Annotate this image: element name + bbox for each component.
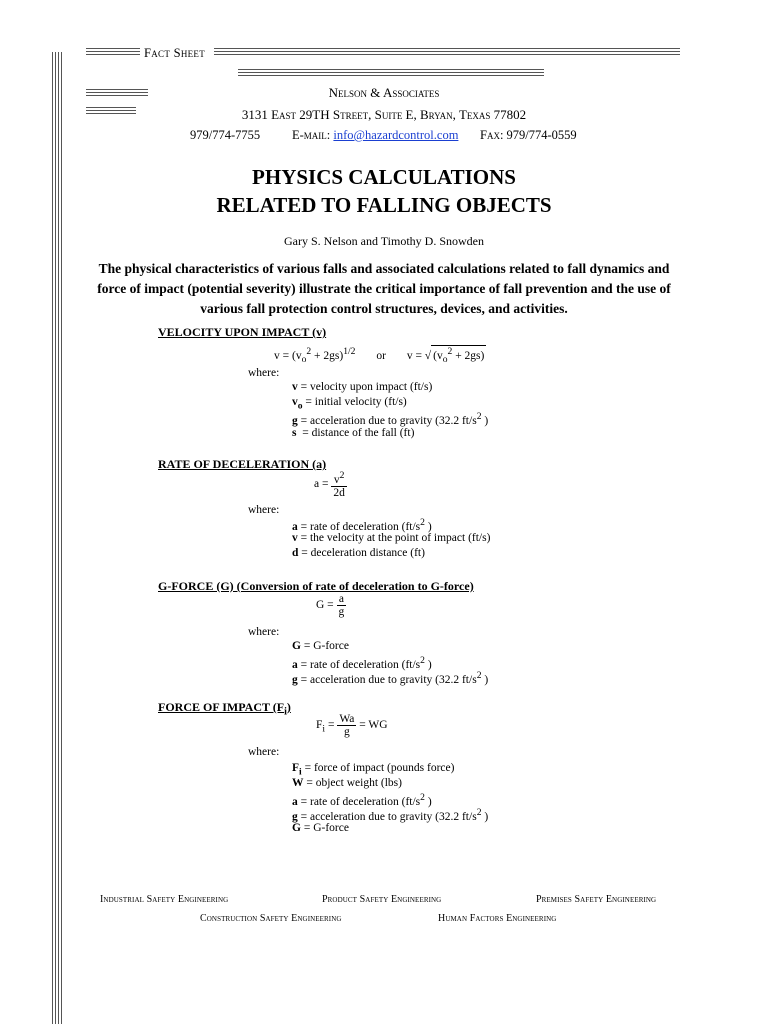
deceleration-equation: a = $\frac{v^2}{2d}$ bbox=[314, 470, 345, 499]
equation-or: or bbox=[376, 349, 386, 362]
deceleration-heading: RATE OF DECELERATION (a) bbox=[158, 457, 327, 471]
gforce-equation: G = $\frac{a}{g}$ bbox=[316, 593, 345, 618]
email-label: E-mail: bbox=[292, 128, 331, 142]
phone-number: 979/774-7755 bbox=[190, 128, 261, 142]
def-text: = distance of the fall (ft) bbox=[302, 427, 415, 439]
deceleration-where: where: bbox=[248, 504, 280, 516]
velocity-heading: VELOCITY UPON IMPACT (v) bbox=[158, 325, 327, 339]
gforce-def-g: g = acceleration due to gravity (32.2 $ft/s^2$ ) bbox=[292, 670, 489, 686]
deceleration-def-d: d = deceleration distance (ft) bbox=[292, 547, 425, 559]
def-text: = the velocity at the point of impact (ft/s) bbox=[300, 532, 491, 544]
def-text: = force of impact (pounds force) bbox=[304, 762, 455, 774]
footer-product: Product Safety Engineering bbox=[322, 894, 442, 905]
def-text: = rate of deceleration (ft/s bbox=[300, 795, 421, 808]
impact-def-G: G = G-force bbox=[292, 822, 349, 834]
velocity-def-vo: $v_o$ = initial velocity (ft/s) bbox=[292, 396, 407, 412]
impact-heading: FORCE OF IMPACT $(F_i)$ bbox=[158, 700, 291, 718]
def-text: = acceleration due to gravity (32.2 ft/s bbox=[300, 673, 477, 686]
page-title bbox=[0, 163, 768, 219]
deceleration-def-a: a = rate of deceleration ($ft/s^2$ ) bbox=[292, 517, 432, 533]
fact-sheet-label: Fact Sheet bbox=[144, 46, 206, 60]
gforce-def-a: a = rate of deceleration ($ft/s^2$ ) bbox=[292, 655, 432, 671]
velocity-def-g: g = acceleration due to gravity (32.2 $ft/s^2$ ) bbox=[292, 411, 489, 427]
def-text: = rate of deceleration (ft/s bbox=[300, 520, 421, 533]
impact-heading-text: FORCE OF IMPACT (F bbox=[158, 700, 285, 714]
gforce-where: where: bbox=[248, 626, 280, 638]
velocity-where: where: bbox=[248, 367, 280, 379]
footer-human-factors: Human Factors Engineering bbox=[438, 913, 557, 924]
velocity-def-v: v = velocity upon impact (ft/s) bbox=[292, 381, 433, 393]
authors: Gary S. Nelson and Timothy D. Snowden bbox=[283, 234, 484, 248]
header-rule-top bbox=[214, 48, 680, 57]
header-rule-left bbox=[86, 48, 140, 57]
deceleration-def-v: v = the velocity at the point of impact (ft/s) bbox=[292, 532, 491, 544]
impact-def-g: g = acceleration due to gravity (32.2 $ft/s^2$ ) bbox=[292, 807, 489, 823]
footer-premises: Premises Safety Engineering bbox=[536, 894, 657, 905]
impact-def-Fi: $F_i$ = force of impact (pounds force) bbox=[292, 762, 455, 778]
velocity-equation: $v = (v_o^2 + 2gs)^{1/2}$ or v = √ $(v_o^2 + 2gs)$ bbox=[274, 346, 485, 366]
company-address: 3131 East 29TH Street, Suite E, Bryan, Texas 77802 bbox=[241, 107, 527, 122]
gforce-def-G: G = G-force bbox=[292, 640, 349, 652]
footer-industrial: Industrial Safety Engineering bbox=[100, 894, 229, 905]
def-text: = object weight (lbs) bbox=[306, 777, 402, 789]
fax-number: Fax: 979/774-0559 bbox=[480, 128, 577, 142]
def-text: = velocity upon impact (ft/s) bbox=[300, 381, 433, 393]
def-text: = G-force bbox=[303, 822, 349, 834]
title-line-2: RELATED TO FALLING OBJECTS bbox=[216, 193, 552, 217]
impact-def-a: a = rate of deceleration ($ft/s^2$ ) bbox=[292, 792, 432, 808]
impact-where: where: bbox=[248, 746, 280, 758]
title-line-1: PHYSICS CALCULATIONS bbox=[252, 165, 516, 189]
def-text: = G-force bbox=[303, 640, 349, 652]
def-text: = rate of deceleration (ft/s bbox=[300, 658, 421, 671]
intro-paragraph: The physical characteristics of various falls and associated calculations related to fall dynamics and force of impact (potential severity) illustrate the critical importance of fall prevention and the use of various fall protection control structures, devices, and activities. bbox=[97, 261, 671, 316]
def-text: = acceleration due to gravity (32.2 ft/s bbox=[300, 810, 477, 823]
impact-def-W: W = object weight (lbs) bbox=[292, 777, 402, 789]
impact-equation: $F_i$ = $\frac{Wa}{g}$ = WG bbox=[316, 713, 388, 738]
gforce-heading: G-FORCE (G) (Conversion of rate of deceleration to G-force) bbox=[158, 579, 474, 593]
def-text: = deceleration distance (ft) bbox=[301, 547, 425, 559]
email-block bbox=[292, 128, 458, 143]
def-text: = acceleration due to gravity (32.2 ft/s bbox=[300, 414, 477, 427]
header-rule-middle bbox=[238, 69, 544, 78]
email-link[interactable]: info@hazardcontrol.com bbox=[333, 128, 459, 142]
velocity-def-s: s = distance of the fall (ft) bbox=[292, 427, 415, 439]
def-text: = initial velocity (ft/s) bbox=[305, 396, 407, 408]
company-name: Nelson & Associates bbox=[328, 85, 440, 100]
footer-construction: Construction Safety Engineering bbox=[200, 913, 342, 924]
